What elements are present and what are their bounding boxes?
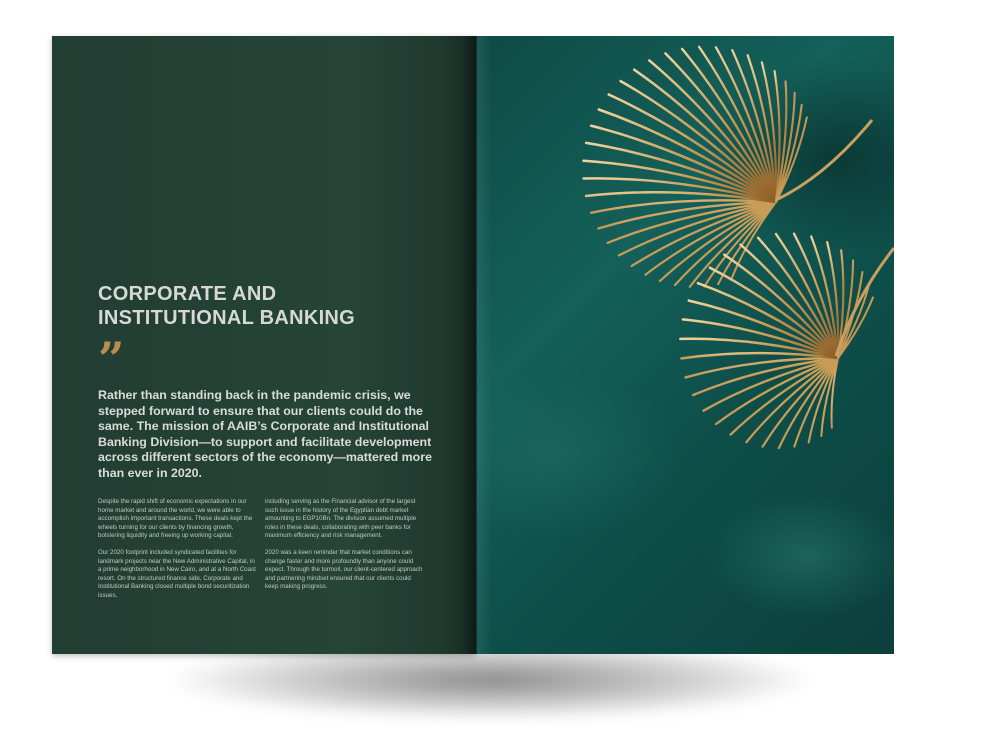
gold-palm-frond-image [476, 36, 894, 654]
body-column-right [265, 498, 423, 592]
right-page-photo [476, 36, 894, 654]
brochure-spread [52, 36, 894, 654]
lead-quote: Rather than standing back in the pandemic crisis, we stepped forward to ensure that our clients could do the same. The mission of AAIB’s Corporate and Institutional Banking Division—to support and facilitate development across different sectors of the economy—mattered more than ever in 2020. [98, 388, 432, 480]
body-column-left [98, 498, 256, 601]
body-paragraph: 2020 was a keen reminder that market conditions can change faster and more profoundly than anyone could expect. Through the turmoil, our client-centered approach and partnering mindset ensured that our clients could keep making progress. [265, 548, 423, 591]
frond-upper [584, 47, 807, 287]
quote-mark-icon: ” [98, 332, 125, 386]
section-heading: CORPORATE AND INSTITUTIONAL BANKING [98, 283, 356, 329]
body-paragraph: including serving as the Financial advisor of the largest such issue in the history of the Egyptian debt market amounting to EGP10Bn. The division assumed multiple roles in these deals, collaborating with peer banks for maximum efficiency and risk management. [265, 498, 417, 540]
left-page [52, 36, 476, 654]
body-paragraph: Despite the rapid shift of economic expectations in our home market and around the world, we were able to accomplish important transactions. These deals kept the wheels turning for our clients by financing growth, bolstering liquidity and freeing up working capital. [98, 498, 253, 540]
body-paragraph: Our 2020 footprint included syndicated facilities for landmark projects near the New Administrative Capital, in a prime neighborhood in New Cairo, and at a North Coast resort. On the structured finance side, Corporate and Institutional Banking closed multiple bond securitization issues, [98, 548, 256, 599]
frond-lower [680, 234, 873, 448]
